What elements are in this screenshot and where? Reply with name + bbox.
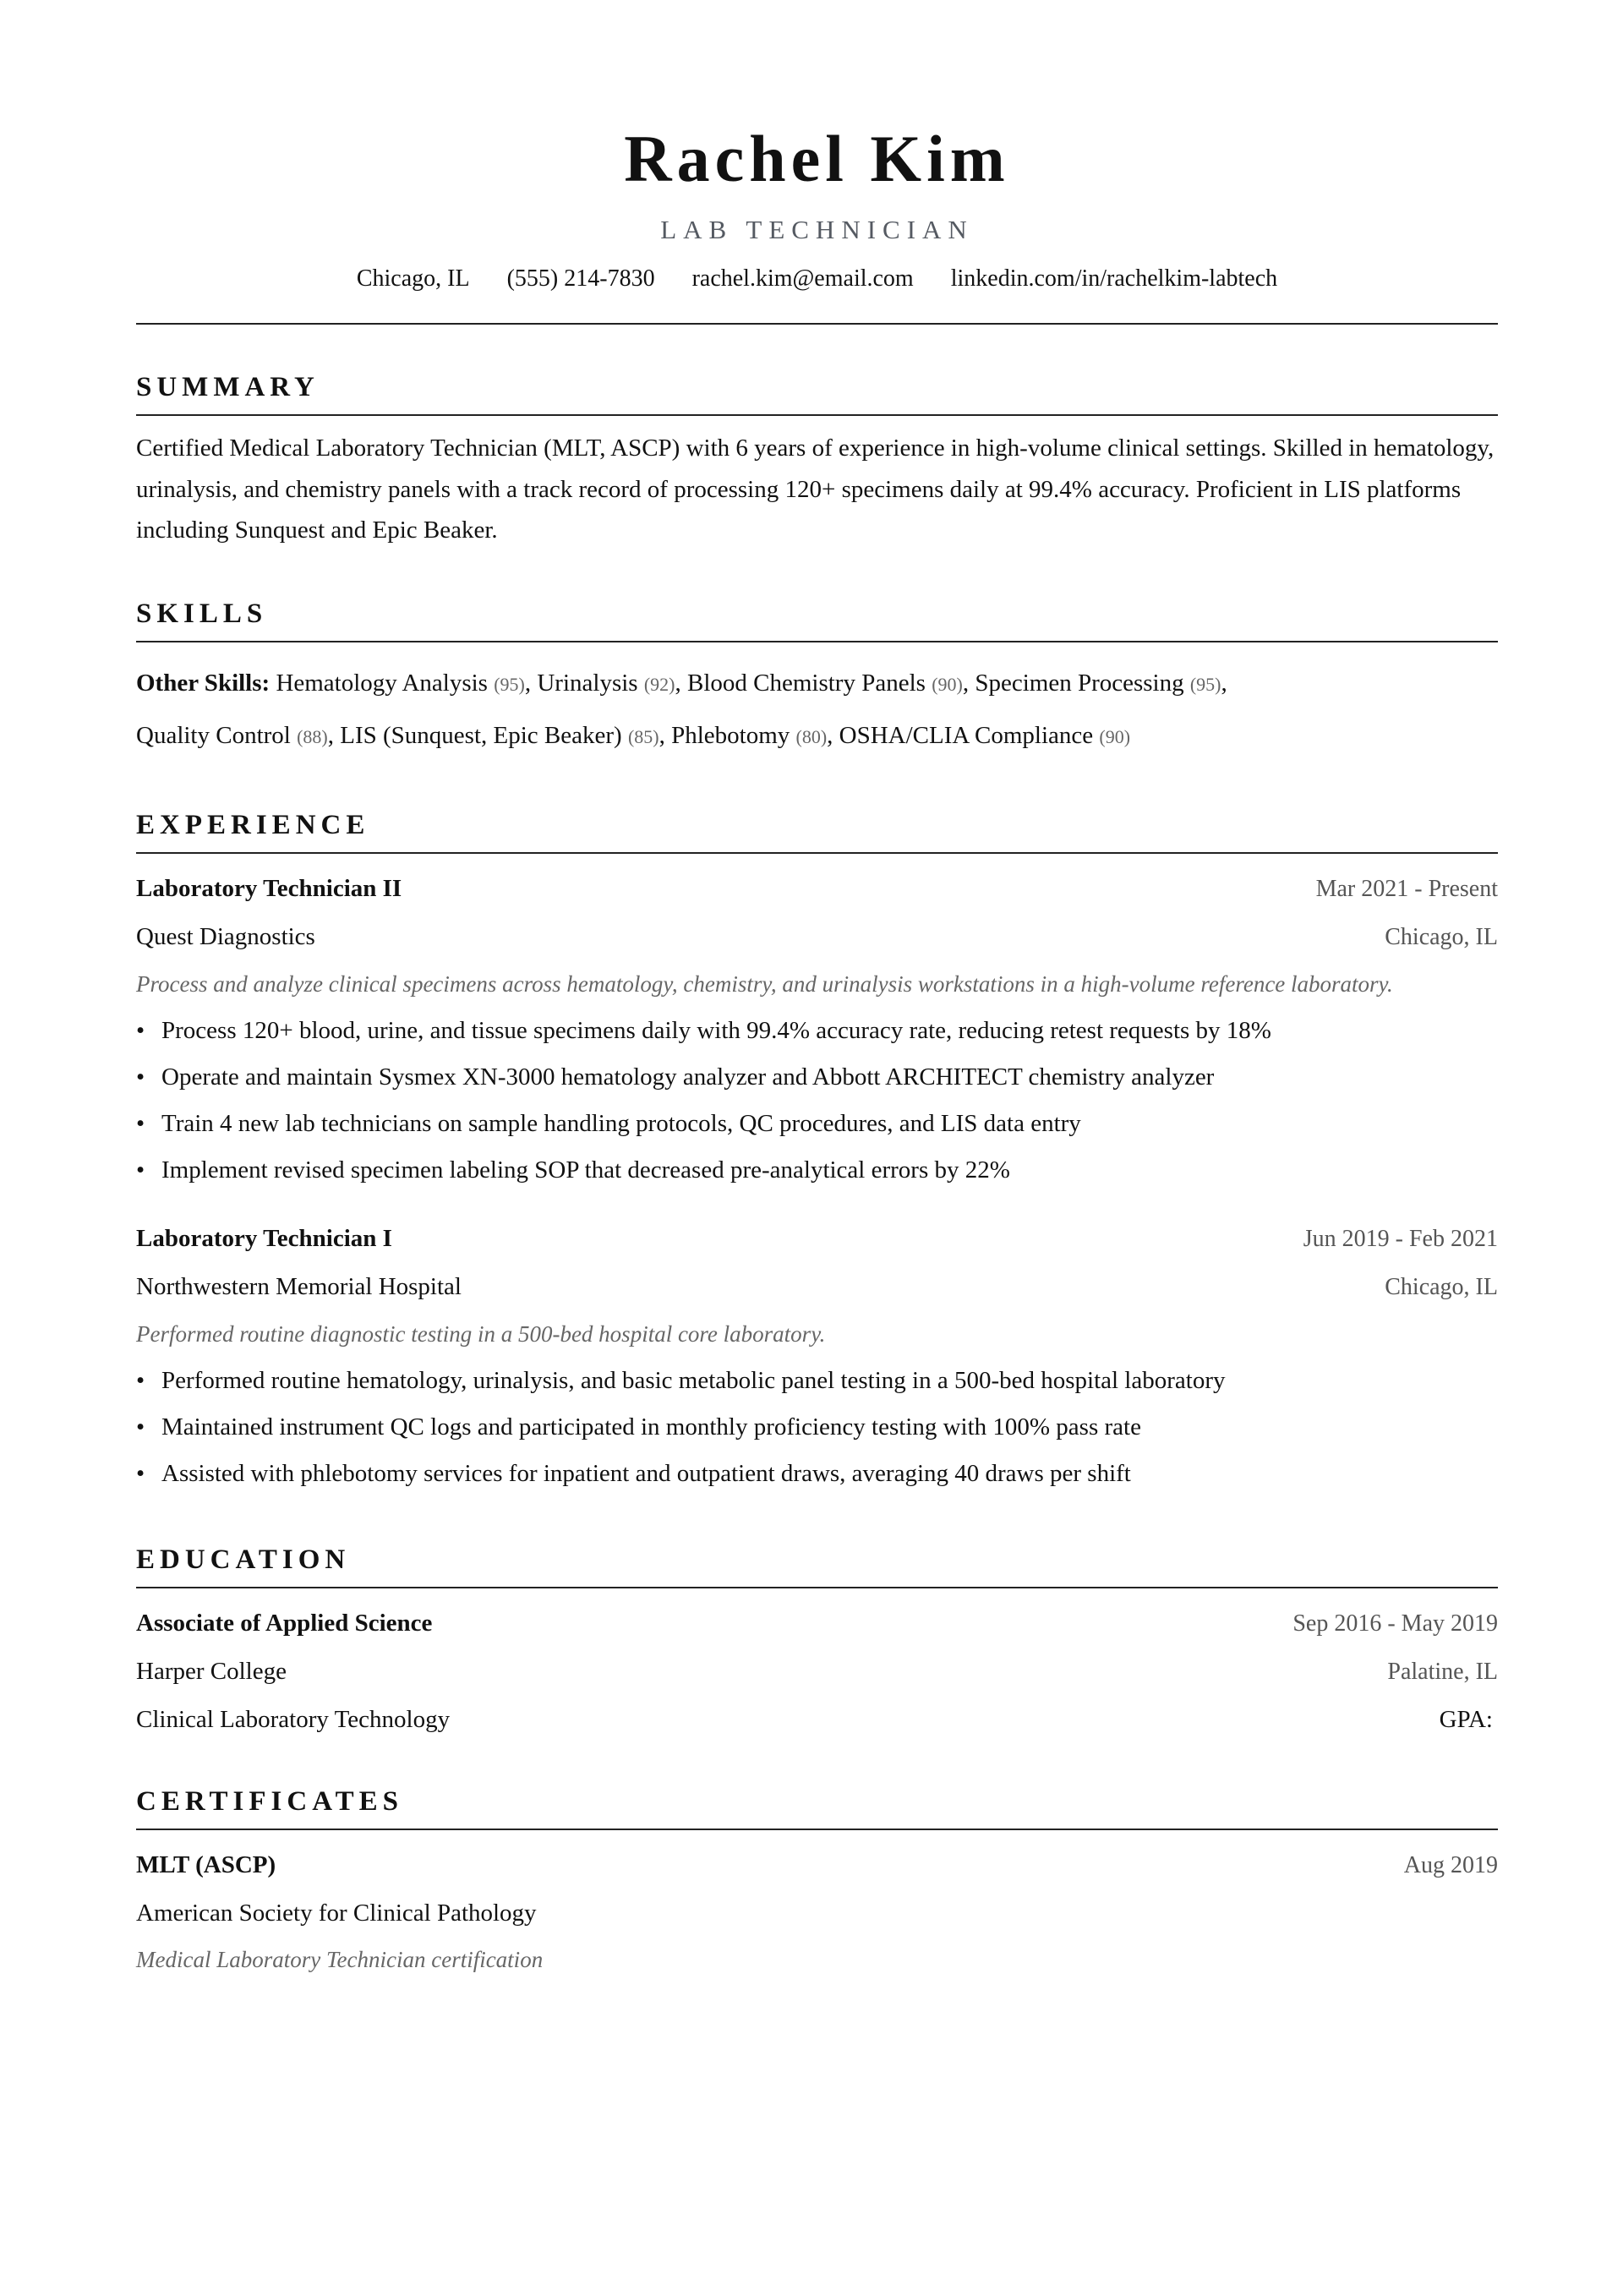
job-description: Process and analyze clinical specimens across hematology, chemistry, and urinalysis workstations in a high-volume reference laboratory. — [136, 970, 1393, 997]
certificate-header-row — [136, 1845, 1498, 1885]
job-bullet: • Maintained instrument QC logs and participated in monthly proficiency testing with 100% pass rate — [136, 1404, 1498, 1451]
skill-item: Quality Control (88), — [136, 721, 335, 749]
skill-item: LIS (Sunquest, Epic Beaker) (85), — [340, 721, 665, 749]
job-bullet: • Process 120+ blood, urine, and tissue specimens daily with 99.4% accuracy rate, reducing retest requests by 18% — [136, 1008, 1498, 1054]
job-bullet: • Assisted with phlebotomy services for inpatient and outpatient draws, averaging 40 draws per shift — [136, 1451, 1498, 1497]
job-title: Laboratory Technician I — [136, 1224, 392, 1252]
job-bullets — [136, 1008, 1498, 1194]
job-bullet: • Performed routine hematology, urinalysis, and basic metabolic panel testing in a 500-bed hospital laboratory — [136, 1358, 1498, 1404]
certificate-entry — [136, 1845, 1498, 1976]
skills-heading: SKILLS — [136, 595, 1498, 642]
job-bullet: • Train 4 new lab technicians on sample handling protocols, QC procedures, and LIS data entry — [136, 1101, 1498, 1147]
summary-text: Certified Medical Laboratory Technician (MLT, ASCP) with 6 years of experience in high-volume clinical settings. Skilled in hematology, urinalysis, and chemistry panels with a track record of processing 120+ specimens daily at 99.4% accuracy. Proficient in LIS platforms including Sunquest and Epic Beaker. — [136, 435, 1495, 544]
education-school-row — [136, 1652, 1498, 1692]
job-bullets — [136, 1358, 1498, 1497]
job-header-row — [136, 869, 1498, 909]
certificates-heading: CERTIFICATES — [136, 1783, 1498, 1830]
candidate-role: LAB TECHNICIAN — [660, 215, 974, 244]
contact-email[interactable]: rachel.kim@email.com — [691, 265, 914, 292]
education-heading: EDUCATION — [136, 1541, 1498, 1588]
skill-item: OSHA/CLIA Compliance (90) — [839, 721, 1131, 749]
education-field: Clinical Laboratory Technology — [136, 1705, 451, 1733]
job-entry — [136, 1219, 1498, 1497]
education-gpa: GPA: — [1439, 1705, 1493, 1733]
job-bullet: • Implement revised specimen labeling SOP that decreased pre-analytical errors by 22% — [136, 1147, 1498, 1194]
summary-heading: SUMMARY — [136, 369, 1498, 416]
skill-item: Phlebotomy (80), — [671, 721, 833, 749]
contact-linkedin[interactable]: linkedin.com/in/rachelkim-labtech — [950, 265, 1278, 292]
job-company: Northwestern Memorial Hospital — [136, 1272, 462, 1300]
job-description: Performed routine diagnostic testing in a 500-bed hospital core laboratory. — [136, 1320, 826, 1347]
contact-phone: (555) 214-7830 — [506, 265, 655, 292]
job-header-row — [136, 1219, 1498, 1259]
certificate-name: MLT (ASCP) — [136, 1850, 276, 1878]
job-location: Chicago, IL — [1385, 1273, 1498, 1300]
education-dates: Sep 2016 - May 2019 — [1292, 1610, 1498, 1637]
job-dates: Jun 2019 - Feb 2021 — [1303, 1225, 1498, 1252]
contact-location: Chicago, IL — [356, 265, 470, 292]
header-divider — [136, 323, 1498, 325]
certificate-issuer: American Society for Clinical Pathology — [136, 1899, 537, 1927]
certificate-issuer-row — [136, 1894, 1498, 1932]
job-location: Chicago, IL — [1385, 923, 1498, 950]
resume-page — [136, 0, 1498, 1976]
education-school: Harper College — [136, 1657, 287, 1685]
job-title: Laboratory Technician II — [136, 874, 402, 902]
certificate-date: Aug 2019 — [1403, 1851, 1498, 1878]
education-header-row — [136, 1604, 1498, 1643]
job-company-row — [136, 917, 1498, 957]
skill-item: Specimen Processing (95), — [975, 669, 1227, 697]
education-degree: Associate of Applied Science — [136, 1609, 433, 1637]
skill-item: Hematology Analysis (95), — [276, 669, 532, 697]
skills-list — [136, 658, 1498, 763]
skill-item: Urinalysis (92), — [537, 669, 681, 697]
contact-line — [136, 262, 1498, 296]
job-dates: Mar 2021 - Present — [1315, 875, 1498, 902]
experience-heading: EXPERIENCE — [136, 806, 1498, 854]
education-entry — [136, 1604, 1498, 1739]
job-company: Quest Diagnostics — [136, 922, 315, 950]
skills-label: Other Skills: — [136, 669, 270, 697]
education-field-row — [136, 1700, 1498, 1739]
education-location: Palatine, IL — [1387, 1658, 1498, 1685]
skill-item: Blood Chemistry Panels (90), — [686, 669, 970, 697]
job-bullet: • Operate and maintain Sysmex XN-3000 hematology analyzer and Abbott ARCHITECT chemistry analyzer — [136, 1054, 1498, 1101]
job-entry — [136, 869, 1498, 1194]
job-company-row — [136, 1267, 1498, 1307]
candidate-name: Rachel Kim — [624, 122, 1010, 195]
certificate-description: Medical Laboratory Technician certification — [136, 1946, 544, 1972]
